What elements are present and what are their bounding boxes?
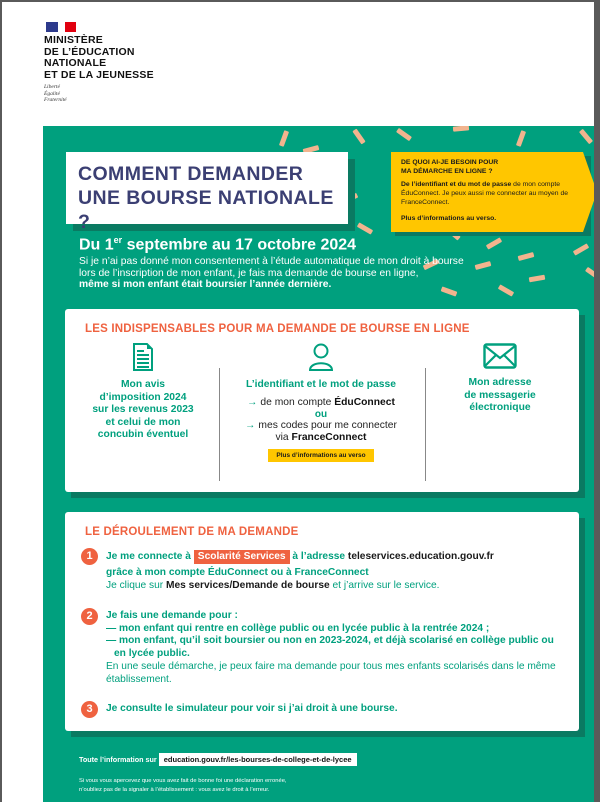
decor-stick [396,128,412,141]
step-number: 2 [81,608,98,625]
scolarite-services-badge: Scolarité Services [194,550,290,564]
arrow-icon: → [245,419,256,431]
step-number: 1 [81,548,98,565]
credentials-column: L’identifiant et le mot de passe → de mon compte ÉduConnect ou → mes codes pour me connecter via FranceConnect Plus d’informations au verso [219,343,423,462]
callout-question: DE QUOI AI-JE BESOIN POUR MA DÉMARCHE EN LIGNE ? [401,159,499,175]
green-panel [43,126,594,802]
application-period: Du 1er septembre au 17 octobre 2024 [79,235,357,254]
callout-answer: De l’identifiant et du mot de passe de mon compte ÉduConnect. Je peux aussi me connecter au moyen de FranceConnect. [401,181,569,206]
disclaimer: Si vous vous apercevez que vous avez fait de bonne foi une déclaration erronée, n’oubliez pas de la signaler à l’établissement : vous avez le droit à l’erreur. [79,778,287,793]
teleservices-url[interactable]: teleservices.education.gouv.fr [347,551,494,562]
arrow-icon: → [247,396,258,408]
intro-text: Si je n’ai pas donné mon consentement à l’étude automatique de mon droit à bourse lors de l’inscription de mon enfant, je fais ma demande de bourse en ligne, même si mon enfant était boursier l’année dernière. [79,256,464,290]
footer-info: Toute l’information sur education.gouv.fr/les-bourses-de-college-et-de-lycee [79,753,357,766]
ministry-name: MINISTÈRE DE L’ÉDUCATION NATIONALE ET DE LA JEUNESSE [44,34,154,81]
tax-notice-column: Mon avis d’imposition 2024 sur les revenus 2023 et celui de mon concubin éventuel [69,343,217,442]
decor-stick [585,267,594,280]
ministry-logo [44,22,154,104]
info-url-link[interactable]: education.gouv.fr/les-bourses-de-college-et-de-lycee [159,753,357,766]
republic-flag-icon [46,22,76,32]
process-title: LE DÉROULEMENT DE MA DEMANDE [85,526,299,538]
title-box [66,152,348,233]
user-icon [307,343,335,371]
decor-stick [486,237,502,249]
decor-stick [279,130,289,147]
flyer-page [2,2,594,802]
republic-motto: Liberté Égalité Fraternité [44,84,67,103]
more-info-button[interactable]: Plus d’informations au verso [268,449,373,462]
envelope-icon [483,343,517,369]
decor-stick [352,129,365,145]
requirements-callout [391,152,583,232]
decor-stick [573,243,589,255]
email-column: Mon adresse de messagerie électronique [426,343,574,415]
document-icon [132,343,154,371]
process-card: LE DÉROULEMENT DE MA DEMANDE 1 Je me connecte à Scolarité Services à l’adresse teleservices.education.gouv.fr grâce à mon compte ÉduConnect ou à FranceConnect Je clique sur Mes services/Demande de bourse et j’arrive sur le service. 2 Je fais une demande pour : — mon enfant qui rentre en collège public ou en lycée public à la rentrée 2024 ; — mon enfant, qu’il soit boursier ou non en 2023-2024, et déjà scolarisé en collège public ou en lycée public. En une seule démarche, je peux faire ma demande pour tous mes enfants scolarisés dans le même établissement. 3 Je consulte le simulateur pour voir si j’ai droit à une bourse. [65,512,579,731]
decor-stick [516,130,526,147]
decor-stick [579,129,593,144]
page-title: COMMENT DEMANDER UNE BOURSE NATIONALE ? [78,163,334,233]
decor-stick [453,126,469,132]
decor-stick [357,222,373,234]
step-number: 3 [81,701,98,718]
essentials-title: LES INDISPENSABLES POUR MA DEMANDE DE BOURSE EN LIGNE [85,323,470,335]
essentials-card [65,309,579,492]
callout-more-info: Plus d’informations au verso. [401,215,497,222]
